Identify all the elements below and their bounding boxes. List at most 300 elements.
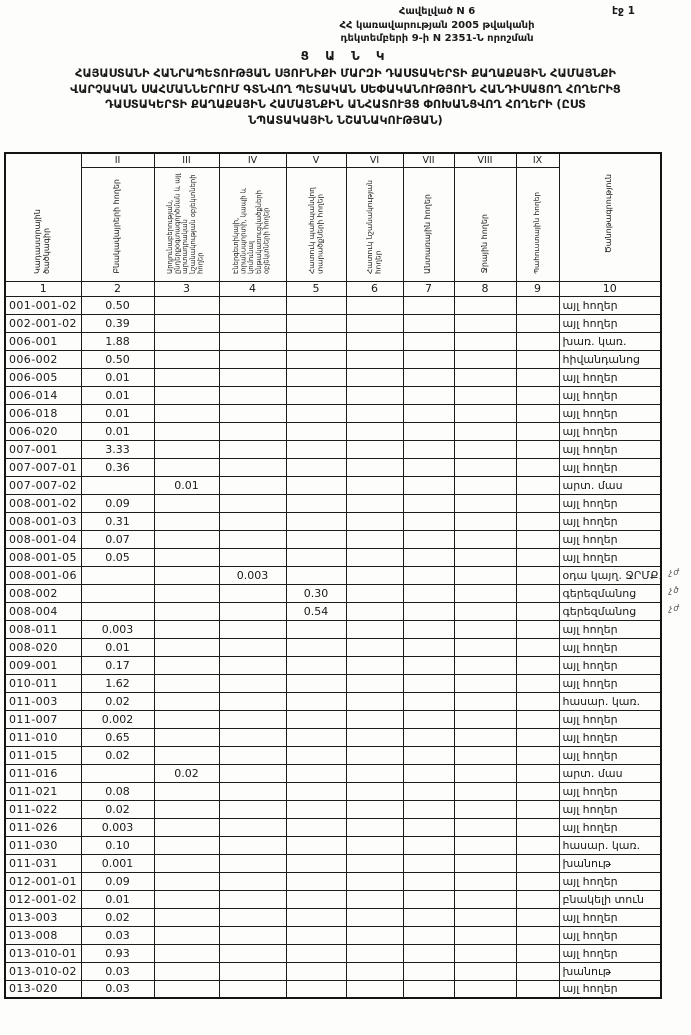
value-cell [346, 332, 403, 350]
value-cell [346, 962, 403, 980]
table-row [5, 584, 661, 602]
value-cell [154, 818, 219, 836]
table-row [5, 638, 661, 656]
value-cell [516, 368, 559, 386]
remark-cell [559, 620, 661, 638]
cadastral-code: 011-030 [5, 836, 81, 854]
remark-cell [559, 674, 661, 692]
roman-numeral-8: VIII [454, 153, 516, 167]
value-cell [454, 512, 516, 530]
value-cell [219, 368, 286, 386]
value-cell [454, 620, 516, 638]
value-cell [286, 566, 346, 584]
value-cell [154, 854, 219, 872]
cadastral-code: 008-020 [5, 638, 81, 656]
value-cell [403, 962, 454, 980]
cadastral-code: 006-014 [5, 386, 81, 404]
remark-cell [559, 368, 661, 386]
value-cell [516, 350, 559, 368]
value-cell: 0.01 [81, 422, 154, 440]
remark-text: հասար. կառ. [562, 694, 641, 708]
value-cell: 0.65 [81, 728, 154, 746]
cadastral-code: 008-004 [5, 602, 81, 620]
remark-cell [559, 962, 661, 980]
value-cell [154, 962, 219, 980]
value-cell [219, 800, 286, 818]
value-cell [154, 530, 219, 548]
cadastral-code: 008-011 [5, 620, 81, 638]
value-cell [403, 314, 454, 332]
value-cell [346, 836, 403, 854]
value-cell [516, 890, 559, 908]
cadastral-code: 006-001 [5, 332, 81, 350]
header-industrial-lands: Արդյունաբերության, ընդերքօգտագործման և այլ արտադրական նշանակության օբյեկտների հողեր [154, 167, 219, 281]
remark-text: խառ. կառ. [562, 334, 627, 348]
remark-text: այլ հողեր [562, 658, 618, 672]
value-cell [403, 404, 454, 422]
cadastral-code: 008-001-06 [5, 566, 81, 584]
value-cell [219, 422, 286, 440]
value-cell [346, 944, 403, 962]
value-cell: 0.36 [81, 458, 154, 476]
value-cell [346, 422, 403, 440]
remark-cell [559, 476, 661, 494]
table-row [5, 890, 661, 908]
value-cell [403, 584, 454, 602]
value-cell: 0.003 [81, 818, 154, 836]
header-water-lands: Ջրային հողեր [454, 167, 516, 281]
table-body [5, 296, 681, 998]
value-cell [154, 638, 219, 656]
column-number-10: 10 [559, 281, 661, 296]
value-cell [403, 422, 454, 440]
margin-mark: չժ [669, 603, 681, 614]
remark-cell [559, 458, 661, 476]
value-cell [403, 512, 454, 530]
cadastral-code: 008-001-04 [5, 530, 81, 548]
remark-text: արտ. մաս [562, 478, 623, 492]
value-cell [346, 728, 403, 746]
value-cell [286, 980, 346, 998]
value-cell: 0.08 [81, 782, 154, 800]
cadastral-code: 006-020 [5, 422, 81, 440]
value-cell [286, 836, 346, 854]
value-cell [454, 368, 516, 386]
page-number: էջ 1 [612, 5, 635, 17]
value-cell [454, 962, 516, 980]
value-cell [219, 818, 286, 836]
table-row [5, 656, 661, 674]
value-cell [154, 296, 219, 314]
remark-text: այլ հողեր [562, 928, 618, 942]
value-cell: 0.30 [286, 584, 346, 602]
value-cell [454, 692, 516, 710]
table-row [5, 800, 661, 818]
value-cell: 3.33 [81, 440, 154, 458]
value-cell: 0.31 [81, 512, 154, 530]
value-cell [219, 926, 286, 944]
value-cell [346, 404, 403, 422]
value-cell [346, 620, 403, 638]
remark-text: այլ հողեր [562, 496, 618, 510]
value-cell [454, 710, 516, 728]
value-cell: 0.03 [81, 962, 154, 980]
remark-text: օդա կայղ. ՋՐՄՔ. [562, 568, 662, 582]
table-row [5, 422, 661, 440]
value-cell [403, 890, 454, 908]
value-cell [516, 458, 559, 476]
remark-cell [559, 890, 661, 908]
table-row [5, 512, 661, 530]
remark-cell [559, 404, 661, 422]
value-cell [516, 332, 559, 350]
value-cell [346, 872, 403, 890]
value-cell [516, 494, 559, 512]
value-cell [154, 836, 219, 854]
value-cell [286, 422, 346, 440]
value-cell: 1.88 [81, 332, 154, 350]
column-number-1: 1 [5, 281, 81, 296]
value-cell [154, 584, 219, 602]
cadastral-code: 008-001-03 [5, 512, 81, 530]
value-cell [454, 926, 516, 944]
remark-text: այլ հողեր [562, 712, 618, 726]
value-cell [516, 692, 559, 710]
value-cell [403, 782, 454, 800]
remark-text: այլ հողեր [562, 802, 618, 816]
value-cell [403, 800, 454, 818]
cadastral-code: 008-001-02 [5, 494, 81, 512]
value-cell [154, 926, 219, 944]
value-cell [154, 512, 219, 530]
roman-numeral-7: VII [403, 153, 454, 167]
value-cell [454, 458, 516, 476]
remark-cell [559, 386, 661, 404]
value-cell [403, 854, 454, 872]
remark-text: արտ. մաս [562, 766, 623, 780]
value-cell [154, 944, 219, 962]
remark-text: գերեզմանոց [562, 586, 637, 600]
value-cell [516, 818, 559, 836]
value-cell [154, 728, 219, 746]
value-cell [346, 638, 403, 656]
table-row [5, 476, 661, 494]
cadastral-code: 011-021 [5, 782, 81, 800]
value-cell [454, 584, 516, 602]
value-cell [403, 440, 454, 458]
remark-text: այլ հողեր [562, 730, 618, 744]
value-cell [286, 386, 346, 404]
value-cell [219, 890, 286, 908]
value-cell [219, 908, 286, 926]
value-cell [403, 620, 454, 638]
value-cell [403, 944, 454, 962]
value-cell [454, 332, 516, 350]
value-cell: 0.07 [81, 530, 154, 548]
cadastral-code: 013-020 [5, 980, 81, 998]
header-roman-row [5, 153, 661, 167]
remark-cell [559, 836, 661, 854]
value-cell [346, 566, 403, 584]
header-forest-lands: Անտառային հողեր [403, 167, 454, 281]
remark-text: այլ հողեր [562, 874, 618, 888]
value-cell [403, 494, 454, 512]
table-row [5, 548, 661, 566]
remark-cell [559, 314, 661, 332]
title-line-2: ՎԱՐՉԱԿԱՆ ՍԱՀՄԱՆՆԵՐՈՒՄ ԳՏՆՎՈՂ ՊԵՏԱԿԱՆ ՍԵՓԱԿԱՆՈՒԹՅՈՒՆ ՀԱՆԴԻՍԱՑՈՂ ՀՈՂԵՐԻՑ [70, 82, 621, 96]
table-row [5, 836, 661, 854]
value-cell [286, 710, 346, 728]
value-cell [403, 602, 454, 620]
value-cell [286, 476, 346, 494]
value-cell [346, 980, 403, 998]
value-cell [454, 638, 516, 656]
value-cell [516, 980, 559, 998]
cadastral-code: 006-002 [5, 350, 81, 368]
value-cell: 0.003 [81, 620, 154, 638]
remark-cell [559, 512, 661, 530]
table-row [5, 728, 661, 746]
value-cell: 1.62 [81, 674, 154, 692]
column-number-9: 9 [516, 281, 559, 296]
remark-text: այլ հողեր [562, 316, 618, 330]
cadastral-code: 008-002 [5, 584, 81, 602]
table-row [5, 764, 661, 782]
value-cell [516, 674, 559, 692]
remark-text: հիվանդանոց [562, 352, 641, 366]
remark-text: այլ հողեր [562, 424, 618, 438]
cadastral-code: 007-007-02 [5, 476, 81, 494]
value-cell [454, 746, 516, 764]
value-cell [346, 602, 403, 620]
value-cell [403, 926, 454, 944]
remark-cell [559, 296, 661, 314]
value-cell [154, 872, 219, 890]
value-cell [219, 854, 286, 872]
value-cell: 0.05 [81, 548, 154, 566]
value-cell [81, 764, 154, 782]
remark-cell [559, 548, 661, 566]
table-row [5, 332, 661, 350]
value-cell: 0.03 [81, 980, 154, 998]
value-cell: 0.01 [81, 890, 154, 908]
remark-cell [559, 854, 661, 872]
value-cell [403, 296, 454, 314]
value-cell [219, 638, 286, 656]
column-number-7: 7 [403, 281, 454, 296]
cadastral-code: 011-010 [5, 728, 81, 746]
remark-cell [559, 332, 661, 350]
value-cell [219, 332, 286, 350]
remark-cell [559, 728, 661, 746]
value-cell [403, 674, 454, 692]
remark-cell [559, 350, 661, 368]
value-cell [346, 854, 403, 872]
remark-text: գերեզմանոց [562, 604, 637, 618]
value-cell [286, 944, 346, 962]
value-cell [346, 314, 403, 332]
remark-text: այլ հողեր [562, 982, 618, 996]
value-cell [346, 764, 403, 782]
value-cell [219, 548, 286, 566]
value-cell [286, 548, 346, 566]
value-cell [516, 782, 559, 800]
value-cell: 0.01 [81, 404, 154, 422]
value-cell [454, 980, 516, 998]
value-cell [346, 350, 403, 368]
table-row [5, 440, 661, 458]
value-cell: 0.50 [81, 350, 154, 368]
table-row [5, 854, 661, 872]
remark-cell [559, 944, 661, 962]
cadastral-code: 012-001-01 [5, 872, 81, 890]
value-cell: 0.03 [81, 926, 154, 944]
value-cell [286, 494, 346, 512]
table-row [5, 746, 661, 764]
value-cell [154, 980, 219, 998]
value-cell [286, 746, 346, 764]
value-cell [154, 422, 219, 440]
value-cell [403, 836, 454, 854]
value-cell: 0.02 [81, 692, 154, 710]
value-cell: 0.10 [81, 836, 154, 854]
cadastral-code: 006-005 [5, 368, 81, 386]
appendix-line-2: ՀՀ կառավարության 2005 թվականի [339, 19, 535, 31]
value-cell [346, 440, 403, 458]
value-cell [286, 926, 346, 944]
appendix-reference [287, 5, 587, 46]
remark-cell [559, 710, 661, 728]
value-cell [516, 764, 559, 782]
cadastral-code: 011-015 [5, 746, 81, 764]
table-row [5, 350, 661, 368]
value-cell [454, 314, 516, 332]
value-cell: 0.01 [154, 476, 219, 494]
value-cell [81, 476, 154, 494]
value-cell: 0.02 [154, 764, 219, 782]
remark-text: այլ հողեր [562, 298, 618, 312]
value-cell [454, 656, 516, 674]
title-line-3: ԴԱՍՏԱԿԵՐՏԻ ՔԱՂԱՔԱՅԻՆ ՀԱՄԱՅՆՔԻՆ ԱՆՀԱՏՈՒՅՑ ՓՈԽԱՆՑՎՈՂ ՀՈՂԵՐԻ (ԸՍՏ [105, 98, 586, 111]
value-cell [346, 458, 403, 476]
table-row [5, 530, 661, 548]
value-cell [81, 584, 154, 602]
table-row [5, 692, 661, 710]
remark-cell [559, 530, 661, 548]
value-cell [219, 980, 286, 998]
value-cell [454, 494, 516, 512]
value-cell [286, 962, 346, 980]
value-cell [154, 548, 219, 566]
value-cell [346, 512, 403, 530]
appendix-line-3: դեկտեմբերի 9-ի N 2351-Ն որոշման [340, 33, 534, 44]
remark-cell [559, 638, 661, 656]
value-cell [403, 908, 454, 926]
value-cell [454, 386, 516, 404]
value-cell [346, 584, 403, 602]
margin-mark: չժ [669, 567, 681, 578]
remark-text: այլ հողեր [562, 910, 618, 924]
value-cell [454, 476, 516, 494]
column-number-8: 8 [454, 281, 516, 296]
value-cell [454, 296, 516, 314]
value-cell [346, 782, 403, 800]
value-cell [286, 728, 346, 746]
remark-cell [559, 584, 680, 602]
cadastral-code: 009-001 [5, 656, 81, 674]
value-cell [219, 746, 286, 764]
remark-text: այլ հողեր [562, 442, 618, 456]
value-cell [346, 368, 403, 386]
value-cell [286, 512, 346, 530]
remark-cell [559, 656, 661, 674]
value-cell [286, 404, 346, 422]
value-cell [516, 386, 559, 404]
remark-text: այլ հողեր [562, 388, 618, 402]
remark-text: խանութ [562, 964, 611, 978]
roman-numeral-3: III [154, 153, 219, 167]
remark-text: այլ հողեր [562, 460, 618, 474]
roman-numeral-2: II [81, 153, 154, 167]
column-number-6: 6 [346, 281, 403, 296]
remark-text: խանութ [562, 856, 611, 870]
value-cell: 0.01 [81, 638, 154, 656]
remark-text: այլ հողեր [562, 820, 618, 834]
value-cell [286, 530, 346, 548]
remark-cell [559, 764, 661, 782]
value-cell [219, 728, 286, 746]
header-remarks: Ծանոթագրություն [559, 153, 661, 281]
value-cell [403, 728, 454, 746]
value-cell [516, 872, 559, 890]
remark-text: հասար. կառ. [562, 838, 641, 852]
value-cell [454, 872, 516, 890]
value-cell [154, 602, 219, 620]
cadastral-code: 011-016 [5, 764, 81, 782]
value-cell [154, 458, 219, 476]
remark-text: այլ հողեր [562, 550, 618, 564]
value-cell [516, 422, 559, 440]
value-cell [516, 710, 559, 728]
value-cell [403, 548, 454, 566]
cadastral-code: 011-003 [5, 692, 81, 710]
value-cell [81, 602, 154, 620]
value-cell [454, 890, 516, 908]
value-cell [286, 818, 346, 836]
value-cell [454, 350, 516, 368]
value-cell [454, 566, 516, 584]
table-row [5, 710, 661, 728]
value-cell [454, 782, 516, 800]
table-row [5, 908, 661, 926]
value-cell [219, 314, 286, 332]
table-row [5, 926, 661, 944]
value-cell [516, 602, 559, 620]
value-cell [454, 818, 516, 836]
value-cell: 0.17 [81, 656, 154, 674]
remark-cell [559, 818, 661, 836]
value-cell [154, 386, 219, 404]
value-cell [154, 566, 219, 584]
remark-cell [559, 872, 661, 890]
value-cell [219, 476, 286, 494]
value-cell [219, 530, 286, 548]
value-cell: 0.002 [81, 710, 154, 728]
cadastral-code: 011-022 [5, 800, 81, 818]
value-cell [219, 962, 286, 980]
value-cell [154, 368, 219, 386]
value-cell [454, 854, 516, 872]
